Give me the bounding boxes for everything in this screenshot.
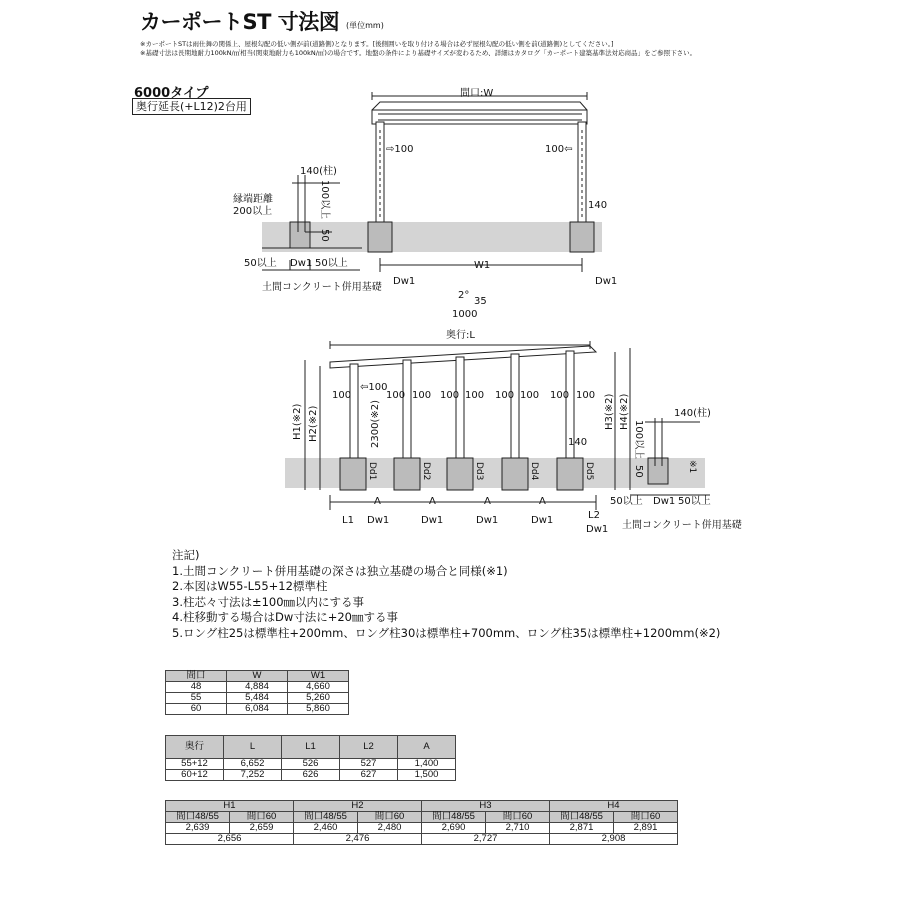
side-offset-right: ⇦100 — [360, 382, 388, 393]
side-a-4: A — [539, 496, 546, 507]
side-slope-1000: 1000 — [452, 309, 478, 320]
height-table — [165, 800, 678, 845]
table-subheader: 間口48/55 — [166, 812, 230, 823]
table-cell: 626 — [282, 770, 340, 781]
notes-item-4: 4.柱移動する場合はDw寸法に+20㎜する事 — [172, 610, 399, 625]
table-cell: 526 — [282, 759, 340, 770]
side-offset-6: 100 — [495, 390, 515, 401]
table-header: H1 — [166, 801, 294, 812]
table-cell: 2,639 — [166, 823, 230, 834]
table-header: 間口 — [166, 671, 227, 682]
side-depth-50: 50 — [633, 465, 644, 478]
side-dw1-small: Dw1 — [653, 496, 676, 507]
front-edge-distance-1: 縁端距離 — [233, 194, 273, 205]
side-asterisk: ※1 — [687, 460, 697, 474]
side-offset-1: 100 — [332, 390, 352, 401]
table-cell: 2,476 — [294, 834, 422, 845]
table-cell: 5,484 — [227, 693, 288, 704]
side-dd4: Dd4 — [529, 462, 539, 481]
side-dd3: Dd3 — [474, 462, 484, 481]
side-offset-9: 100 — [576, 390, 596, 401]
table-header: 奥行 — [166, 736, 224, 759]
table-header: H2 — [294, 801, 422, 812]
side-dim-140: 140 — [568, 437, 588, 448]
table-cell: 627 — [340, 770, 398, 781]
side-offset-5: 100 — [465, 390, 485, 401]
front-min-50-right: 50以上 — [315, 258, 348, 269]
notes-heading: 注記) — [172, 548, 200, 562]
side-slope-35: 35 — [474, 296, 487, 307]
notes-item-1: 1.土間コンクリート併用基礎の深さは独立基礎の場合と同様(※1) — [172, 563, 508, 578]
table-cell: 1,500 — [398, 770, 456, 781]
side-dw1-2: Dw1 — [421, 515, 444, 526]
table-cell: 2,891 — [614, 823, 678, 834]
unit-label: (単位mm) — [346, 21, 384, 30]
side-a-2: A — [429, 496, 436, 507]
front-dw1-small: Dw1 — [290, 258, 313, 269]
table-cell: 2,710 — [486, 823, 550, 834]
front-offset-left: ⇨100 — [386, 144, 414, 155]
table-cell: 55+12 — [166, 759, 224, 770]
side-dw1-3: Dw1 — [476, 515, 499, 526]
table-row — [166, 823, 678, 834]
table-row — [166, 759, 456, 770]
front-view-drawing — [0, 0, 900, 300]
table-header: A — [398, 736, 456, 759]
note-line-2: ※基礎寸法は長期地耐力100kN/㎡相当(関東地耐力も100kN/㎡)の場合です。地盤の条件により基礎サイズが変わるため、詳細はカタログ「カーポート建築基準法対応商品」をご参照下さい。 — [140, 49, 697, 57]
side-a-3: A — [484, 496, 491, 507]
side-dd1: Dd1 — [367, 462, 377, 481]
side-a-1: A — [374, 496, 381, 507]
table-cell: 4,660 — [288, 682, 349, 693]
table-subheader: 間口60 — [358, 812, 422, 823]
variant-label: 奥行延長(+L12)2台用 — [132, 98, 251, 115]
table-cell: 7,252 — [224, 770, 282, 781]
side-offset-2: 100 — [386, 390, 406, 401]
front-edge-distance-2: 200以上 — [233, 206, 273, 217]
table-cell: 527 — [340, 759, 398, 770]
side-post-height: 2300(※2) — [370, 400, 381, 448]
side-offset-7: 100 — [520, 390, 540, 401]
table-cell: 2,871 — [550, 823, 614, 834]
table-subheader: 間口60 — [486, 812, 550, 823]
table-subheader: 間口48/55 — [294, 812, 358, 823]
table-header: H4 — [550, 801, 678, 812]
side-offset-3: 100 — [412, 390, 432, 401]
front-min-50-left: 50以上 — [244, 258, 277, 269]
table-header: W — [227, 671, 288, 682]
table-row — [166, 693, 349, 704]
table-cell: 2,656 — [166, 834, 294, 845]
depth-table — [165, 735, 456, 781]
side-view-drawing — [0, 290, 900, 540]
side-l2: L2 — [588, 510, 600, 521]
front-depth-over: 100以上 — [319, 180, 330, 220]
table-header: L2 — [340, 736, 398, 759]
table-cell: 4,884 — [227, 682, 288, 693]
side-depth-over: 100以上 — [633, 420, 644, 460]
table-cell: 1,400 — [398, 759, 456, 770]
side-dw1-4: Dw1 — [531, 515, 554, 526]
notes-item-3: 3.柱芯々寸法は±100㎜以内にする事 — [172, 594, 365, 609]
table-cell: 60 — [166, 704, 227, 715]
side-dw1-5: Dw1 — [586, 524, 609, 535]
side-min-50-left: 50以上 — [610, 496, 643, 507]
notes-item-2: 2.本図はW55-L55+12標準柱 — [172, 579, 328, 594]
table-subheader: 間口48/55 — [422, 812, 486, 823]
front-foundation-label: 土間コンクリート併用基礎 — [262, 282, 382, 293]
table-row — [166, 704, 349, 715]
table-cell: 6,652 — [224, 759, 282, 770]
front-depth-50: 50 — [319, 229, 330, 242]
table-row — [166, 682, 349, 693]
table-cell: 2,659 — [230, 823, 294, 834]
table-header: L — [224, 736, 282, 759]
side-offset-4: 100 — [440, 390, 460, 401]
notes-block — [172, 548, 720, 642]
side-l1: L1 — [342, 515, 354, 526]
side-h4: H4(※2) — [619, 393, 630, 430]
side-depth-label: 奥行:L — [446, 330, 475, 341]
side-h3: H3(※2) — [604, 393, 615, 430]
front-width-label: 間口:W — [460, 88, 494, 99]
table-cell: 48 — [166, 682, 227, 693]
table-header: H3 — [422, 801, 550, 812]
front-w1-label: W1 — [474, 260, 491, 271]
table-subheader: 間口48/55 — [550, 812, 614, 823]
table-row — [166, 770, 456, 781]
width-table — [165, 670, 349, 715]
side-h2: H2(※2) — [308, 405, 319, 442]
table-header: L1 — [282, 736, 340, 759]
table-row — [166, 834, 678, 845]
side-min-50-right: 50以上 — [678, 496, 711, 507]
table-cell: 2,908 — [550, 834, 678, 845]
table-cell: 2,460 — [294, 823, 358, 834]
side-slope-angle: 2° — [458, 290, 470, 301]
front-dim-140: 140 — [588, 200, 608, 211]
table-cell: 60+12 — [166, 770, 224, 781]
table-cell: 2,480 — [358, 823, 422, 834]
table-cell: 5,260 — [288, 693, 349, 704]
note-line-1: ※カーポートSTは雨仕舞の関係上、屋根勾配の低い側が前(道路側)となります。[後側囲いを取り付ける場合は必ず屋根勾配の低い側を前(道路側)としてください。] — [140, 40, 614, 48]
table-header: W1 — [288, 671, 349, 682]
side-h1: H1(※2) — [292, 403, 303, 440]
front-post-width: 140(柱) — [300, 166, 337, 177]
table-subheader: 間口60 — [230, 812, 294, 823]
table-cell: 2,727 — [422, 834, 550, 845]
side-offset-8: 100 — [550, 390, 570, 401]
side-dd2: Dd2 — [421, 462, 431, 481]
side-foundation-label: 土間コンクリート併用基礎 — [622, 520, 742, 531]
table-cell: 55 — [166, 693, 227, 704]
notes-item-5: 5.ロング柱25は標準柱+200mm、ロング柱30は標準柱+700mm、ロング柱35は標準柱+1200mm(※2) — [172, 625, 721, 640]
side-dd5: Dd5 — [584, 462, 594, 481]
front-dw1-left: Dw1 — [393, 276, 416, 287]
front-offset-right: 100⇦ — [545, 144, 573, 155]
side-dw1-1: Dw1 — [367, 515, 390, 526]
table-cell: 6,084 — [227, 704, 288, 715]
side-post-width: 140(柱) — [674, 408, 711, 419]
type-label: 6000タイプ — [134, 86, 209, 101]
table-subheader: 間口60 — [614, 812, 678, 823]
page-title: カーポートST 寸法図 — [140, 10, 340, 34]
front-dw1-right: Dw1 — [595, 276, 618, 287]
table-cell: 2,690 — [422, 823, 486, 834]
table-cell: 5,860 — [288, 704, 349, 715]
